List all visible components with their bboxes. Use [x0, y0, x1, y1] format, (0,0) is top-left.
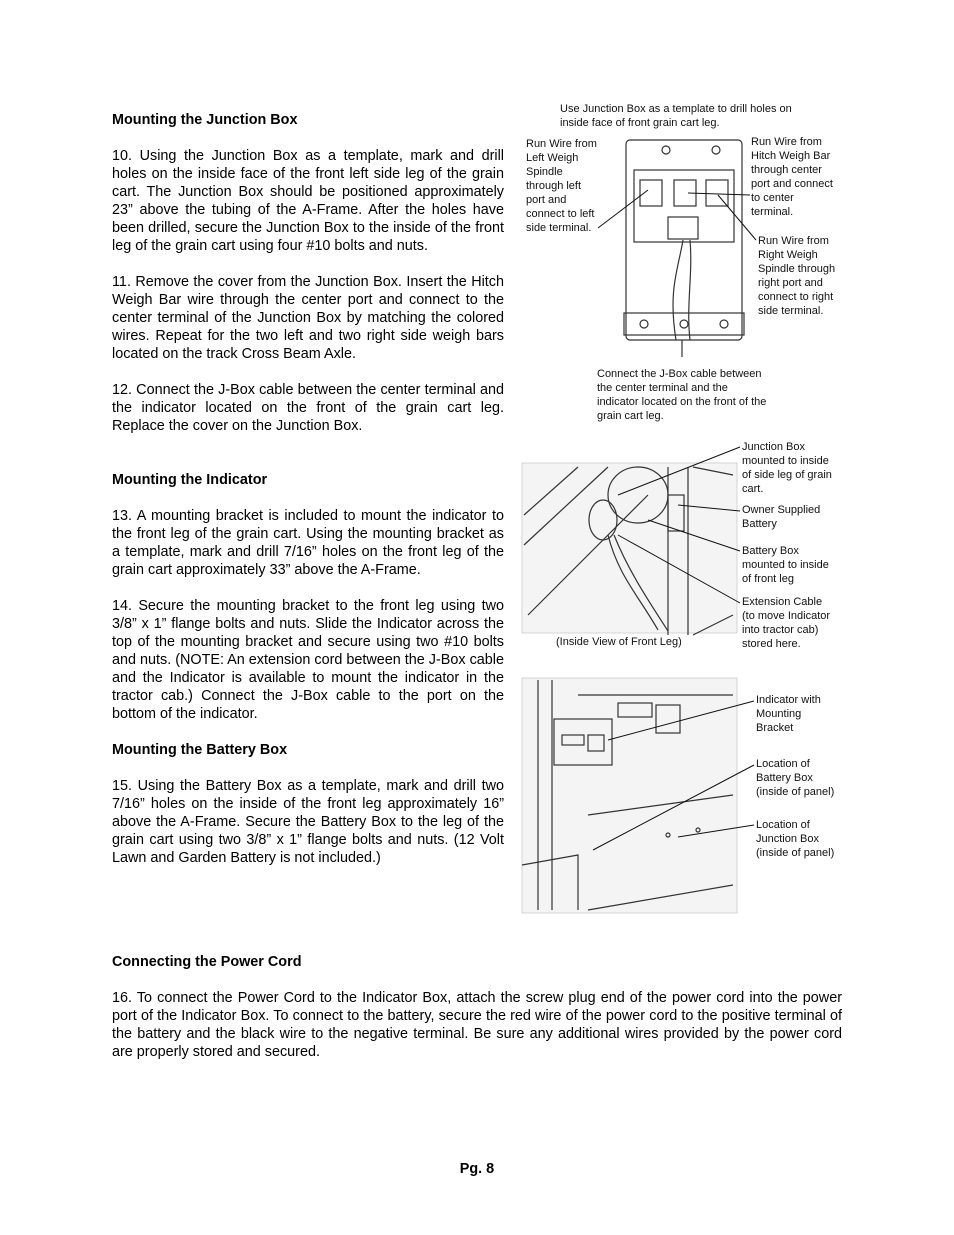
- fig1-left-label-3: Spindle: [526, 166, 563, 178]
- fig1-bottom-caption-1: Connect the J-Box cable between: [597, 368, 762, 380]
- heading-battery-box: Mounting the Battery Box: [112, 742, 288, 758]
- heading-junction-box: Mounting the Junction Box: [112, 112, 298, 128]
- step-16: 16. To connect the Power Cord to the Indicator Box, attach the screw plug end of the power cord into the power port of the Indicator Box. To connect to the battery, secure the red wire of the power cord to the positive terminal of the battery and the black wire to the negative terminal. Be sure any additional wires provided by the power cord are properly stored and secured.: [112, 990, 842, 1060]
- fig1-left-label-1: Run Wire from: [526, 138, 597, 150]
- fig1-right2-line-3: Spindle through: [758, 263, 836, 275]
- fig2-junction-4: cart.: [742, 483, 764, 495]
- figure-inside-front-leg: [522, 441, 832, 650]
- fig2-battery-box-2: mounted to inside: [742, 559, 829, 571]
- page-number: Pg. 8: [459, 1161, 495, 1177]
- step-13: 13. A mounting bracket is included to mount the indicator to the front leg of the grain cart. Using the mounting bracket as a template, mark and drill 7/16” holes on the front leg of the grain cart approximately 33” above the A-Frame.: [112, 508, 504, 578]
- fig2-junction-3: of side leg of grain: [742, 469, 832, 481]
- fig1-bottom-caption-3: indicator located on the front of the: [597, 396, 767, 408]
- fig3-junction-1: Location of: [756, 819, 810, 831]
- fig1-left-label-7: side terminal.: [526, 222, 592, 234]
- junction-box-drawing: [624, 140, 744, 357]
- fig1-right1-line-6: terminal.: [751, 206, 794, 218]
- fig3-battery-2: Battery Box: [756, 772, 813, 784]
- fig2-battery-1: Owner Supplied: [742, 504, 821, 516]
- fig1-right1-line-1: Run Wire from: [751, 136, 822, 148]
- fig2-extension-2: (to move Indicator: [742, 610, 831, 622]
- fig1-left-label-4: through left: [526, 180, 582, 192]
- figure-indicator-mount: [522, 678, 834, 913]
- fig2-caption: (Inside View of Front Leg): [556, 636, 682, 648]
- step-11: 11. Remove the cover from the Junction Box. Insert the Hitch Weigh Bar wire through the center port and connect to the center terminal of the Junction Box by matching the colored wires. Repeat for the two left and two right side weigh bars located on the track Cross Beam Axle.: [112, 274, 504, 362]
- fig2-junction-1: Junction Box: [742, 441, 805, 453]
- indicator-sketch: [522, 678, 737, 913]
- figure-junction-box: [526, 103, 835, 422]
- fig1-right2-line-2: Right Weigh: [758, 249, 818, 261]
- fig3-indicator-1: Indicator with: [756, 694, 821, 706]
- fig1-left-label-2: Left Weigh: [526, 152, 579, 164]
- fig1-right1-line-4: port and connect: [751, 178, 833, 190]
- fig2-extension-1: Extension Cable: [742, 596, 823, 608]
- figures-svg: [518, 95, 858, 925]
- fig2-junction-2: mounted to inside: [742, 455, 829, 467]
- fig3-indicator-3: Bracket: [756, 722, 794, 734]
- heading-power-cord: Connecting the Power Cord: [112, 954, 302, 970]
- fig1-left-label: [526, 138, 648, 234]
- fig1-right2-line-6: side terminal.: [758, 305, 824, 317]
- fig3-indicator-2: Mounting: [756, 708, 802, 720]
- front-leg-sketch: [522, 463, 737, 635]
- fig3-junction-2: Junction Box: [756, 833, 819, 845]
- power-cord-section: [112, 953, 842, 1061]
- fig1-top-caption-2: inside face of front grain cart leg.: [560, 117, 720, 129]
- fig1-left-label-6: connect to left: [526, 208, 595, 220]
- figures-column: [518, 95, 858, 925]
- fig1-right2-line-5: connect to right: [758, 291, 834, 303]
- fig3-junction-3: (inside of panel): [756, 847, 835, 859]
- step-15: 15. Using the Battery Box as a template, mark and drill two 7/16” holes on the inside of the front leg approximately 16” above the A-Frame. Secure the Battery Box to the leg of the grain cart using two 3/8” x 1” flange bolts and nuts. (12 Volt Lawn and Garden Battery is not included.): [112, 778, 504, 866]
- fig2-extension-4: stored here.: [742, 638, 801, 650]
- fig3-battery-1: Location of: [756, 758, 810, 770]
- fig1-right2-line-4: right port and: [758, 277, 823, 289]
- fig1-top-caption-1: Use Junction Box as a template to drill holes on: [560, 103, 792, 115]
- fig2-battery-box-1: Battery Box: [742, 545, 799, 557]
- fig2-extension-3: into tractor cab): [742, 624, 819, 636]
- fig1-right1-line-2: Hitch Weigh Bar: [751, 150, 831, 162]
- left-column: [112, 111, 504, 867]
- step-14: 14. Secure the mounting bracket to the front leg using two 3/8” x 1” flange bolts and nuts. Slide the Indicator across the top of the mounting bracket and secure using two #10 bolts and nuts. (NOTE: An extension cord between the J-Box cable and the Indicator is available to mount the indicator in the tractor cab.) Connect the J-Box cable to the port on the bottom of the indicator.: [112, 598, 504, 722]
- fig1-right2-line-1: Run Wire from: [758, 235, 829, 247]
- fig3-battery-3: (inside of panel): [756, 786, 835, 798]
- fig1-bottom-caption-2: the center terminal and the: [597, 382, 728, 394]
- fig1-left-label-5: port and: [526, 194, 567, 206]
- fig1-right1-line-5: to center: [751, 192, 794, 204]
- step-10: 10. Using the Junction Box as a template, mark and drill holes on the inside face of the front left side leg of the grain cart. The Junction Box should be positioned approximately 23” above the tubing of the A-Frame. After the holes have been drilled, secure the Junction Box to the inside of the front leg of the grain cart using four #10 bolts and nuts.: [112, 148, 504, 254]
- fig1-right1-line-3: through center: [751, 164, 822, 176]
- fig1-bottom-caption-4: grain cart leg.: [597, 410, 664, 422]
- fig2-battery-2: Battery: [742, 518, 777, 530]
- step-12: 12. Connect the J-Box cable between the center terminal and the indicator located on the front of the grain cart leg. Replace the cover on the Junction Box.: [112, 382, 504, 434]
- fig1-bottom-caption: [597, 368, 766, 422]
- heading-indicator: Mounting the Indicator: [112, 472, 268, 488]
- fig2-battery-box-3: of front leg: [742, 573, 794, 585]
